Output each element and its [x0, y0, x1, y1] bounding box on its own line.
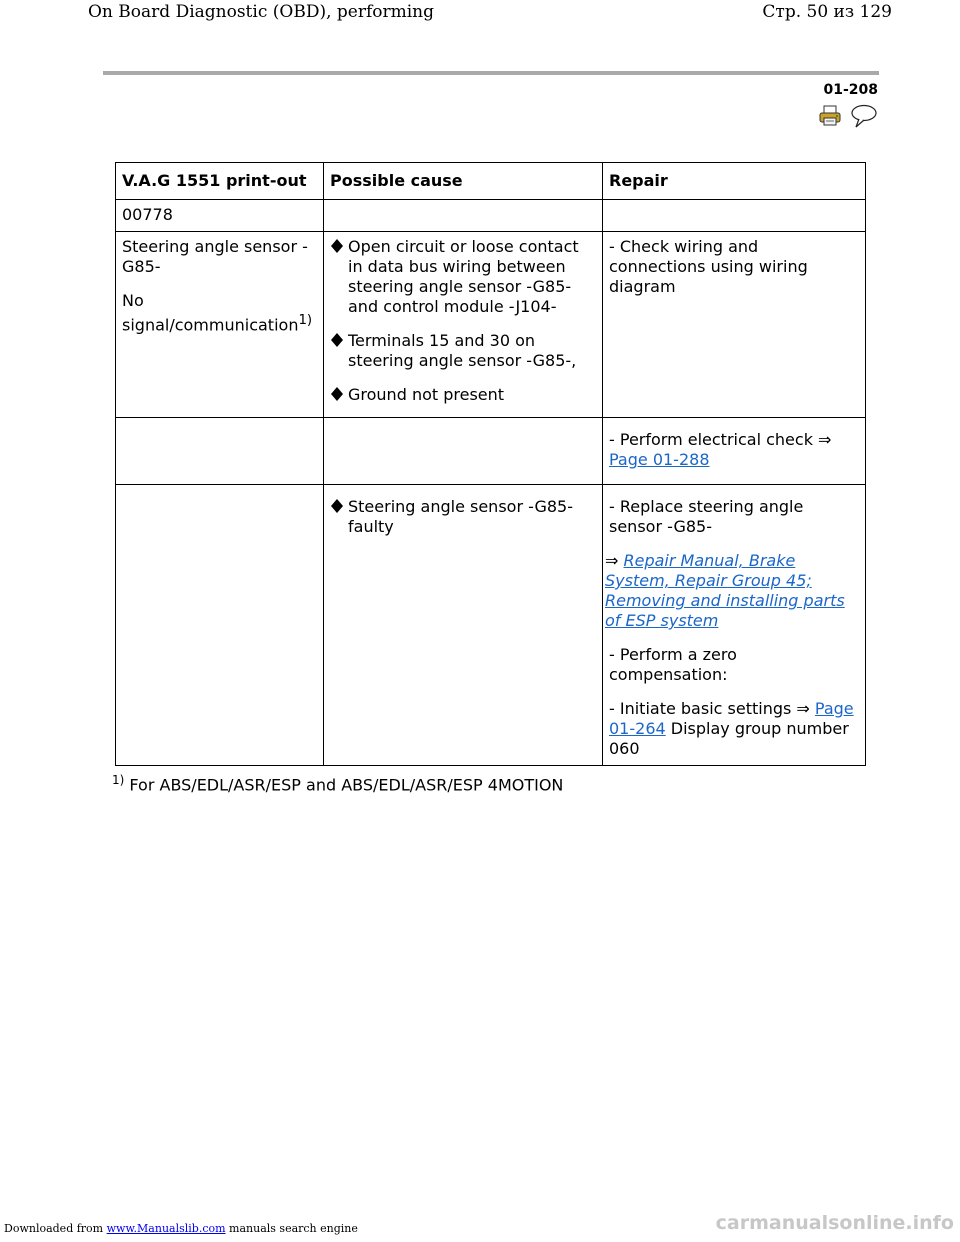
diagnostic-table [115, 162, 866, 766]
repair-basic-settings [609, 699, 859, 759]
arrow-icon: ⇒ [796, 699, 810, 718]
footnote-mark: 1) [112, 773, 125, 787]
table-row [116, 485, 866, 766]
download-note [4, 1222, 358, 1235]
header-rule [103, 71, 879, 75]
cause-text: Ground not present [348, 385, 505, 404]
cause-text: Steering angle sensor -G85- faulty [348, 497, 573, 536]
printout-line: No signal/communication [122, 291, 299, 335]
empty-cell [324, 200, 603, 232]
empty-cell [603, 200, 866, 232]
footnote [112, 773, 563, 794]
repair-text: - Perform a zero compensation: [609, 645, 737, 684]
repair-text: Display group number 060 [609, 719, 849, 758]
arrow-icon: ⇒ [605, 551, 619, 570]
repair-cell [603, 232, 866, 418]
download-prefix: Downloaded from [4, 1222, 107, 1235]
list-item [330, 497, 596, 537]
diamond-bullet-icon [331, 499, 343, 513]
table-header-row [116, 163, 866, 200]
repair-text: - Perform electrical check [609, 430, 819, 449]
header-cause: Possible cause [324, 163, 603, 200]
cause-list [330, 237, 596, 405]
list-item [330, 331, 596, 371]
printout-line: Steering angle sensor -G85- [122, 237, 308, 276]
cause-text: Open circuit or loose contact in data bus wiring between steering angle sensor -G85- and control module -J104- [348, 237, 579, 316]
arrow-icon: ⇒ [818, 430, 832, 449]
header-repair: Repair [603, 163, 866, 200]
list-item [330, 385, 596, 405]
cause-list [330, 497, 596, 537]
cause-text: Terminals 15 and 30 on steering angle sensor -G85-, [348, 331, 577, 370]
page-link[interactable]: Page 01-264 [609, 699, 854, 738]
fault-code: 00778 [116, 200, 324, 232]
document-title: On Board Diagnostic (OBD), performing [88, 2, 434, 22]
table-row [116, 232, 866, 418]
repair-manual-link[interactable]: Repair Manual, Brake System, Repair Group 45; Removing and installing parts of ESP system [605, 551, 845, 630]
diamond-bullet-icon [331, 239, 343, 253]
repair-cell [603, 418, 866, 485]
repair-cell [603, 485, 866, 766]
footnote-ref: 1) [298, 313, 313, 328]
repair-text: - Initiate basic settings [609, 699, 797, 718]
diamond-bullet-icon [331, 333, 343, 347]
page-counter: Стр. 50 из 129 [762, 2, 892, 22]
list-item [330, 237, 596, 317]
printout-line-with-note [122, 291, 317, 335]
diamond-bullet-icon [331, 387, 343, 401]
printout-cell [116, 232, 324, 418]
header-printout: V.A.G 1551 print-out [116, 163, 324, 200]
page-number: 01-208 [823, 82, 878, 98]
repair-text: - Replace steering angle sensor -G85- [609, 497, 804, 536]
manualslib-link[interactable]: www.Manualslib.com [106, 1222, 226, 1235]
empty-cell [116, 485, 324, 766]
printer-icon[interactable] [818, 105, 842, 127]
empty-cell [324, 418, 603, 485]
repair-text: - Check wiring and connections using wiring diagram [609, 237, 808, 296]
empty-cell [116, 418, 324, 485]
table-row [116, 418, 866, 485]
cause-cell [324, 485, 603, 766]
table-row [116, 200, 866, 232]
watermark: carmanualsonline.info [715, 1212, 954, 1234]
download-suffix: manuals search engine [225, 1222, 358, 1235]
repair-reference [605, 551, 859, 631]
page-link[interactable]: Page 01-288 [609, 450, 710, 469]
cause-cell [324, 232, 603, 418]
footnote-text: For ABS/EDL/ASR/ESP and ABS/EDL/ASR/ESP 4MOTION [129, 775, 564, 795]
speech-bubble-icon[interactable] [850, 104, 878, 128]
toolbar-icons [818, 104, 878, 128]
